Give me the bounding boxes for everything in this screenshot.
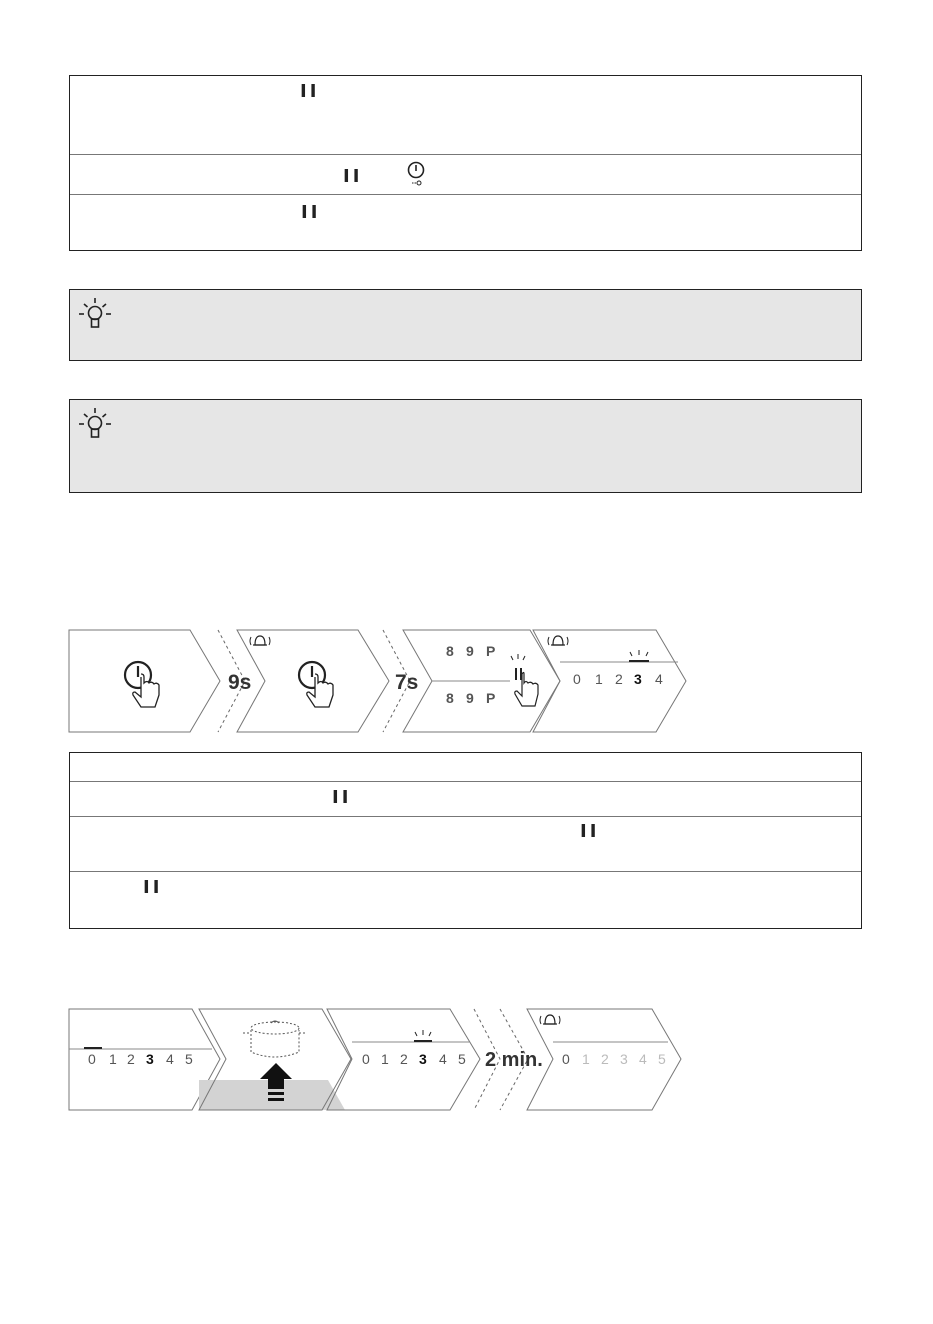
table-row-divider: [70, 816, 861, 817]
power-timer-icon: [406, 160, 428, 188]
sequence-diagram-1: [0, 620, 933, 740]
digit-label: 8: [446, 643, 454, 659]
table-row-divider: [70, 781, 861, 782]
level-digit: 5: [458, 1051, 466, 1067]
level-digit: 0: [562, 1051, 570, 1067]
digit-label: P: [486, 643, 496, 659]
level-digit: 4: [655, 671, 663, 687]
level-digit-dim: 4: [639, 1051, 647, 1067]
digit-label: 9: [466, 690, 474, 706]
level-digit: 1: [595, 671, 603, 687]
delay-label: 9s: [228, 671, 252, 694]
level-digit-active: 3: [146, 1051, 154, 1067]
finger-press-power-icon: [125, 662, 159, 707]
pause-bars-symbol: II: [332, 787, 352, 808]
operation-table-2: [69, 752, 862, 929]
table-row-divider: [70, 194, 861, 195]
level-digit: 0: [362, 1051, 370, 1067]
bell-icon: [540, 1015, 560, 1024]
operation-table-1: [69, 75, 862, 251]
level-digit: 5: [185, 1051, 193, 1067]
pause-bars-symbol: II: [301, 202, 321, 223]
digit-label: 9: [466, 643, 474, 659]
table-row-divider: [70, 871, 861, 872]
level-digit-dim: 5: [658, 1051, 666, 1067]
level-digit-active: 3: [419, 1051, 427, 1067]
level-digit: 4: [166, 1051, 174, 1067]
lightbulb-icon: [78, 406, 112, 444]
digit-label: 8: [446, 690, 454, 706]
level-digit: 0: [88, 1051, 96, 1067]
level-digit-active: 3: [634, 671, 642, 687]
bell-icon: [548, 636, 568, 645]
delay-label: 2 min.: [485, 1049, 543, 1071]
delay-label: 7s: [395, 671, 419, 694]
pause-bars-symbol: II: [580, 821, 600, 842]
tip-box: [69, 399, 862, 493]
finger-press-power-icon: [299, 662, 333, 707]
lightbulb-icon: [78, 296, 112, 334]
pause-bars-symbol: II: [143, 877, 163, 898]
level-digit: 2: [400, 1051, 408, 1067]
pot-lift-icon: [243, 1021, 307, 1057]
sequence-diagram-2: [0, 1000, 933, 1120]
level-digit-dim: 2: [601, 1051, 609, 1067]
level-digit: 4: [439, 1051, 447, 1067]
bell-icon: [250, 636, 270, 645]
level-digit: 0: [573, 671, 581, 687]
tip-box: [69, 289, 862, 361]
level-digit: 2: [127, 1051, 135, 1067]
level-digit: 2: [615, 671, 623, 687]
finger-press-bars-icon: [511, 654, 538, 706]
level-digit-dim: 1: [582, 1051, 590, 1067]
pause-bars-symbol: II: [300, 81, 320, 102]
level-digit: 1: [109, 1051, 117, 1067]
level-digit: 1: [381, 1051, 389, 1067]
level-digit-dim: 3: [620, 1051, 628, 1067]
digit-label: P: [486, 690, 496, 706]
table-row-divider: [70, 154, 861, 155]
pause-bars-symbol: II: [343, 166, 363, 187]
